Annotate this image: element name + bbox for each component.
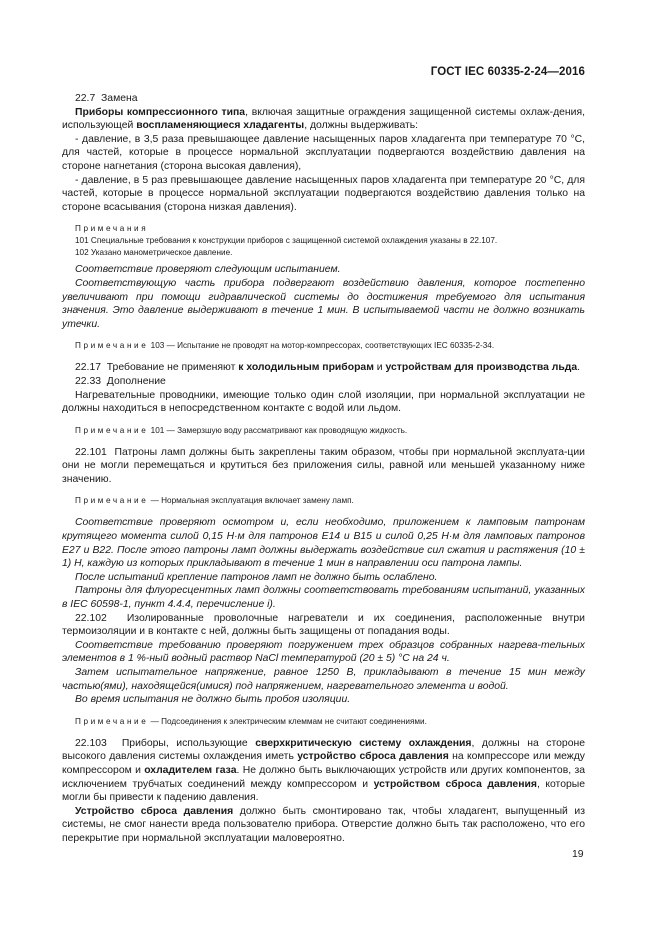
compliance-text: Затем испытательное напряжение, равное 1250 В, прикладывают в течение 15 мин между частью(ями), находящейся(имися) под напряжением, нагревательного элемента и водой.: [62, 667, 585, 692]
note-22-102: Примечание — Подсоединения к электрическим клеммам не считают соединениями.: [75, 716, 427, 726]
compliance-text: Соответствие проверяют следующим испытанием.: [75, 264, 341, 276]
section-title: Замена: [101, 93, 138, 104]
note-22-101: Примечание — Нормальная эксплуатация включает замену ламп.: [75, 496, 354, 506]
compliance-text: Патроны для флуоресцентных ламп должны соответствовать требованиям испытаний, указанных в IEC 60598-1, пункт 4.4.4, перечисление i).: [62, 585, 585, 611]
section-number: 22.102: [75, 612, 107, 624]
section-number: 22.101: [75, 446, 107, 458]
note-label: Примечание: [75, 716, 149, 726]
compliance-text: Во время испытания не должно быть пробоя изоляции.: [75, 694, 351, 706]
note-label: Примечание: [75, 496, 149, 506]
document-header: ГОСТ IEC 60335-2-24—2016: [430, 66, 585, 78]
defined-term: воспламеняющиеся хладагенты: [136, 120, 305, 132]
section-number: 22.33: [75, 375, 102, 387]
defined-term: Приборы компрессионного типа: [75, 106, 246, 118]
section-22-7-heading: [62, 92, 585, 106]
note-22-33: Примечание 101 — Замерзшую воду рассматривают как проводящую жидкость.: [75, 425, 408, 435]
note-label: Примечание: [75, 341, 149, 351]
defined-term: к холодильным приборам: [238, 362, 374, 374]
note-101: 101 Специальные требования к конструкции приборов с защищенной системой охлаждения указаны в 22.107.: [75, 236, 498, 246]
compliance-text: Соответствие требованию проверяют погружением трех образцов собранных нагрева-тельных элементов в 1 %-ный водный раствор NaCl температурой (20 ± 5) °С на 24 ч.: [62, 639, 585, 665]
section-22-102: 22.102 Изолированные проволочные нагреватели и их соединения, расположенные внутри термоизоляции и в контакте с ней, должны быть защищены от попадания воды.: [62, 612, 585, 638]
section-number: 22.17: [75, 362, 102, 374]
section-title: Дополнение: [106, 375, 166, 387]
notes-label: Примечания: [75, 224, 149, 234]
section-22-103: 22.103 Приборы, использующие сверхкритическую систему охлаждения, должны на стороне высокого давления системы охлаждения иметь устройство сброса давления на компрессоре или между компрессором и охладителем газа. Не должно быть выключающих устройств или других компонентов, за исключением трубчатых соединений между компрессором и устройством сброса давления, которые могли бы привести к падению давления.: [62, 737, 585, 804]
defined-term: охладителем газа: [144, 764, 237, 776]
compliance-text: Соответствующую часть прибора подвергают воздействию давления, которое постепенно увеличивают при помощи гидравлической системы до достижения требуемого для испытания значения. Это давление выдерживают в течение 1 мин. В испытываемой части не должно возникать утечки.: [62, 277, 585, 330]
section-22-101: 22.101 Патроны ламп должны быть закреплены таким образом, чтобы при нормальной эксплуата-ции они не могли перемещаться и крутиться без приложения силы, равной или меньшей указанному ниже значению.: [62, 446, 585, 485]
list-item-pressure-high: - давление, в 3,5 раза превышающее давление насыщенных паров хладагента при температуре 70 °С, для частей, которые в процессе нормальной эксплуатации подвергаются воздействию давления на стороне нагнетания (сторона высокая давления),: [62, 133, 585, 172]
page-body: [62, 92, 585, 846]
compliance-text: Соответствие проверяют осмотром и, если необходимо, приложением к ламповым патронам крутящего момента силой 0,15 Н·м для патронов Е14 и В15 и силой 0,25 Н·м для ламповых патронов Е27 и В22. После этого патроны ламп должны выдержать воздействие сил сжатия и растяжения (10 ± 1) Н, каждую из которых прикладывают в течение 1 мин в направлении оси патрона лампы.: [62, 517, 585, 570]
section-22-33-text: Нагревательные проводники, имеющие только один слой изоляции, при нормальной эксплуатации не должны находиться в непосредственном контакте с водой или льдом.: [62, 389, 585, 415]
section-22-17: 22.17 Требование не применяют к холодильным приборам и устройствам для производства льда.: [75, 362, 581, 374]
note-label: Примечание: [75, 425, 149, 435]
section-22-7-intro: Приборы компрессионного типа, включая защитные ограждения защищенной системы охлаж-дения, использующей воспламеняющиеся хладагенты, должны выдерживать:: [62, 106, 585, 132]
defined-term: устройством сброса давления: [373, 778, 537, 790]
defined-term: устройствам для производства льда: [385, 362, 578, 374]
section-22-103-text: Устройство сброса давления должно быть смонтировано так, чтобы хладагент, выпущенный из системы, не смог нанести вреда пользователю прибора. Отверстие должно быть так расположено, что его перекрытие при нормальной эксплуатации маловероятно.: [62, 805, 585, 844]
defined-term: устройство сброса давления: [297, 751, 449, 763]
defined-term: Устройство сброса давления: [75, 805, 234, 817]
note-102: 102 Указано манометрическое давление.: [75, 248, 233, 258]
section-number: 22.103: [75, 737, 107, 749]
note-103: Примечание 103 — Испытание не проводят на мотор-компрессорах, соответствующих IEC 60335-2-34.: [75, 341, 495, 351]
section-22-33-heading: [62, 375, 585, 389]
page-number: 19: [572, 849, 584, 860]
defined-term: сверхкритическую систему охлаждения: [255, 737, 472, 749]
list-item-pressure-low: - давление, в 5 раз превышающее давление насыщенных паров хладагента при температуре 20 °С, для частей, которые в процессе нормальной эксплуатации подвергаются воздействию давления только на стороне всасывания (сторона низкая давления).: [62, 174, 585, 213]
section-number: 22.7: [75, 93, 96, 104]
compliance-text: После испытаний крепление патронов ламп не должно быть ослаблено.: [75, 571, 438, 583]
